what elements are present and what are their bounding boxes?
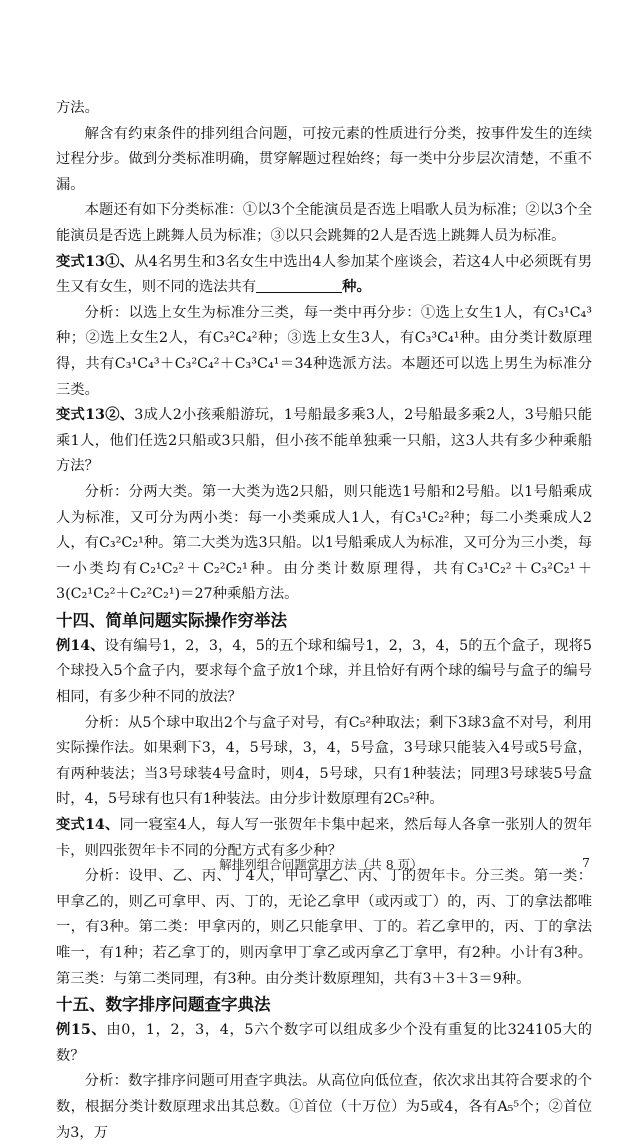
document-body	[56, 96, 592, 1146]
section-heading	[56, 608, 592, 634]
paragraph-text: 由0，1，2，3，4，5六个数字可以组成多少个没有重复的比324105大的数？	[56, 1022, 592, 1064]
paragraph-text: 同一寝室4人，每人写一张贺年卡集中起来，然后每人各拿一张别人的贺年卡，则四张贺年卡不同的分配方式有多少种？	[56, 817, 592, 859]
problem-label: 变式14、	[56, 817, 120, 834]
problem-label: 例14、	[56, 637, 105, 654]
paragraph	[56, 864, 592, 992]
problem-label: 例15、	[56, 1022, 107, 1039]
paragraph	[56, 96, 592, 122]
paragraph-text: 分析：设甲、乙、丙、丁4人，甲可拿乙、丙、丁的贺年卡。分三类。第一类：甲拿乙的，则乙可拿甲、丙、丁的，无论乙拿甲（或丙或丁）的，丙、丁的拿法都唯一，有3种。第二类：甲拿丙的，则乙只能拿甲、丁的。若乙拿甲的，丙、丁的拿法唯一，有1种；若乙拿丁的，则丙拿甲丁拿乙或丙拿乙丁拿甲，有2种。小计有3种。第三类：与第二类同理，有3种。由分类计数原理知，共有3＋3＋3＝9种。	[56, 868, 592, 987]
paragraph	[56, 122, 592, 199]
paragraph-text: 分析：从5个球中取出2个与盒子对号，有C₅²种取法；剩下3球3盒不对号，利用实际操作法。如果剩下3，4，5号球，3，4，5号盒，3号球只能装入4号或5号盒，有两种装法；当3号球装4号盒时，则4，5号球，只有1种装法；同理3号球装5号盒时，4，5号球有也只有1种装法。由分步计数原理有2C₅²种。	[56, 714, 592, 808]
paragraph	[56, 480, 592, 608]
paragraph-text: 从4名男生和3名女生中选出4人参加某个座谈会，若这4人中必须既有男生又有女生，则不同的选法共有	[56, 253, 592, 296]
paragraph-text: 本题还有如下分类标准：①以3个全能演员是否选上唱歌人员为标准；②以3个全能演员是否选上跳舞人员为标准；③以只会跳舞的2人是否选上跳舞人员为标准。	[56, 202, 592, 244]
paragraph-text: 方法。	[56, 100, 99, 116]
paragraph	[56, 1018, 592, 1069]
paragraph-text: 十四、简单问题实际操作穷举法	[56, 610, 287, 630]
section-heading	[56, 992, 592, 1018]
paragraph-text: 解含有约束条件的排列组合问题，可按元素的性质进行分类，按事件发生的连续过程分步。做到分类标准明确，贯穿解题过程始终；每一类中分步层次清楚，不重不漏。	[56, 125, 592, 193]
paragraph	[56, 711, 592, 813]
paragraph	[56, 1069, 592, 1146]
page-number: 7	[582, 855, 590, 870]
paragraph	[56, 198, 592, 249]
footer-title: 解排列组合问题常用方法（共 8 页）	[219, 857, 423, 872]
paragraph-text-after-blank: 种。	[342, 279, 371, 296]
paragraph-text: 3成人2小孩乘船游玩，1号船最多乘3人，2号船最多乘2人，3号船只能乘1人，他们任选2只船或3只船，但小孩不能单独乘一只船，这3人共有多少种乘船方法？	[56, 407, 592, 475]
problem-label: 变式13①、	[56, 253, 135, 270]
paragraph	[56, 403, 592, 480]
paragraph-text: 分析：以选上女生为标准分三类，每一类中再分步：①选上女生1人，有C₃¹C₄³种；②选上女生2人，有C₃²C₄²种；③选上女生3人，有C₃³C₄¹种。由分类计数原理得，共有C₃¹C₄³＋C₃²C₄²＋C₃³C₄¹＝34种选派方法。本题还可以选上男生为标准分三类。	[56, 304, 592, 398]
paragraph-text: 分析：分两大类。第一大类为选2只船，则只能选1号船和2号船。以1号船乘成人为标准，又可分为两小类：每一小类乘成人1人，有C₃¹C₂²种；每二小类乘成人2人，有C₃²C₂¹种。第二大类为选3只船。以1号船乘成人为标准，又可分为三小类，每一小类均有C₂¹C₂²＋C₂²C₂¹种。由分类计数原理得，共有C₃¹C₂²＋C₃²C₂¹＋3(C₂¹C₂²＋C₂²C₂¹)＝27种乘船方法。	[56, 483, 592, 603]
answer-blank	[256, 278, 342, 293]
paragraph-text: 设有编号1，2，3，4，5的五个球和编号1，2，3，4，5的五个盒子，现将5个球投入5个盒子内，要求每个盒子放1个球，并且恰好有两个球的编号与盒子的编号相同，有多少种不同的放法？	[56, 637, 592, 706]
paragraph	[56, 250, 592, 301]
paragraph	[56, 301, 592, 403]
problem-label: 变式13②、	[56, 407, 135, 424]
paragraph	[56, 634, 592, 711]
paragraph-text: 十五、数字排序问题查字典法	[56, 995, 271, 1015]
paragraph-text: 分析：数字排序问题可用查字典法。从高位向低位查，依次求出其符合要求的个数，根据分类计数原理求出其总数。①首位（十万位）为5或4，各有A₅⁵个；②首位为3，万	[56, 1073, 592, 1141]
